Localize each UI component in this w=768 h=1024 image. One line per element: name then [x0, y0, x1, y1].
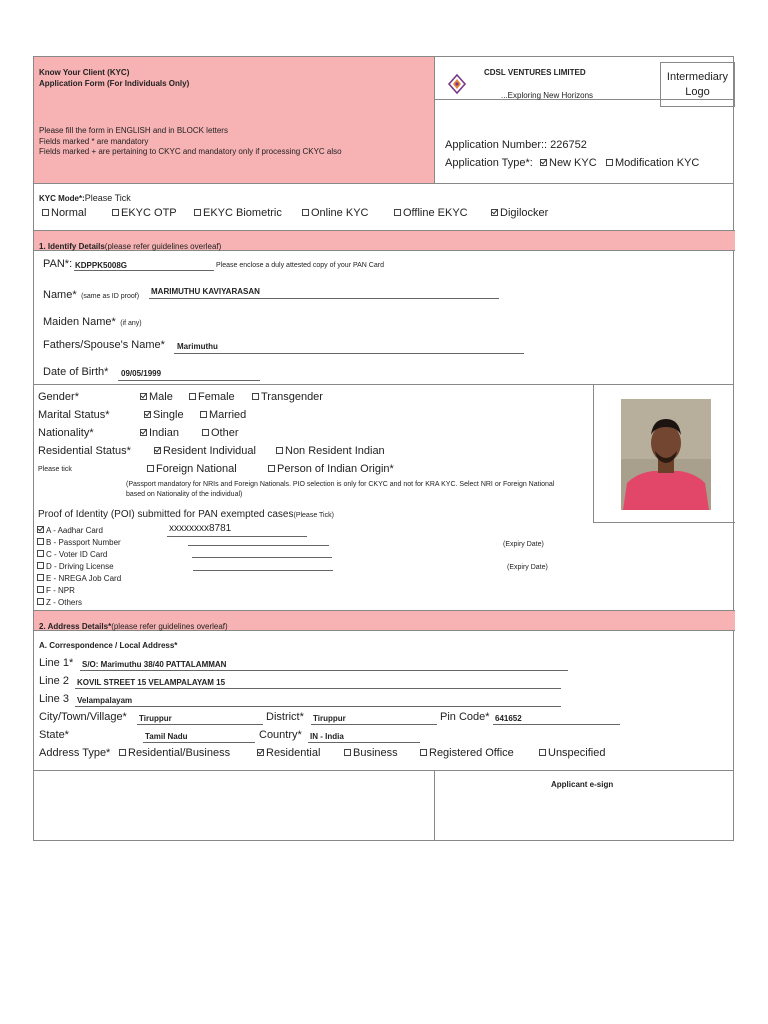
kyc-mode-normal[interactable]: Normal [42, 207, 86, 219]
dob-value[interactable]: 09/05/1999 [121, 369, 162, 378]
marital-status-label: Marital Status* [38, 409, 110, 421]
pan-underline [74, 270, 214, 271]
state-label: State* [39, 729, 69, 741]
address-type-registered-office[interactable]: Registered Office [420, 747, 514, 759]
district-underline [311, 724, 437, 725]
app-type-modification-kyc[interactable]: Modification KYC [606, 157, 699, 169]
checkbox-checked-icon [140, 429, 147, 436]
passport-note-2: based on Nationality of the individual) [126, 491, 243, 498]
checkbox-icon [37, 598, 44, 605]
passport-underline [188, 545, 329, 546]
address-line2-label: Line 2 [39, 675, 69, 687]
intermediary-logo-text: Intermediary Logo [666, 70, 729, 98]
residential-status-label: Residential Status* [38, 445, 131, 457]
maiden-name-label: Maiden Name* (if any) [43, 316, 142, 328]
correspondence-address-title: A. Correspondence / Local Address* [39, 641, 178, 650]
please-tick-label: Please tick [38, 466, 72, 473]
checkbox-icon [37, 562, 44, 569]
checkbox-checked-icon [540, 159, 547, 166]
intermediary-logo-box [660, 62, 735, 107]
checkbox-icon [194, 209, 201, 216]
aadhar-underline [167, 536, 307, 537]
pan-value[interactable]: KDPPK5008G [75, 261, 128, 270]
nationality-indian[interactable]: Indian [140, 427, 179, 439]
poi-others[interactable]: Z - Others [37, 598, 82, 607]
driving-license-underline [193, 570, 333, 571]
checkbox-icon [344, 749, 351, 756]
checkbox-icon [37, 538, 44, 545]
checkbox-icon [394, 209, 401, 216]
nationality-other[interactable]: Other [202, 427, 239, 439]
application-number-value: 226752 [550, 139, 587, 151]
name-value[interactable]: MARIMUTHU KAVIYARASAN [151, 287, 260, 296]
father-name-label: Fathers/Spouse's Name* [43, 339, 165, 351]
pin-code-value[interactable]: 641652 [495, 714, 522, 723]
gender-label: Gender* [38, 391, 79, 403]
kyc-mode-offline-ekyc[interactable]: Offline EKYC [394, 207, 468, 219]
company-name: CDSL VENTURES LIMITED [484, 68, 586, 77]
name-underline [149, 298, 499, 299]
checkbox-icon [539, 749, 546, 756]
checkbox-icon [202, 429, 209, 436]
address-line3-label: Line 3 [39, 693, 69, 705]
checkbox-icon [37, 550, 44, 557]
residential-pio[interactable]: Person of Indian Origin* [268, 463, 394, 475]
esign-area[interactable] [435, 795, 734, 840]
passport-expiry-label: (Expiry Date) [503, 541, 544, 548]
kyc-mode-hint: Please Tick [84, 193, 131, 203]
pan-label: PAN*: [43, 258, 73, 270]
residential-non-resident-indian[interactable]: Non Resident Indian [276, 445, 385, 457]
cdsl-logo-icon [446, 73, 468, 95]
instruction-1: Please fill the form in ENGLISH and in BLOCK letters [39, 126, 228, 135]
checkbox-icon [606, 159, 613, 166]
address-line3-value[interactable]: Velampalayam [77, 696, 133, 705]
dob-label: Date of Birth* [43, 366, 109, 378]
city-underline [137, 724, 263, 725]
aadhar-value[interactable]: xxxxxxxx8781 [169, 523, 232, 534]
address-line1-value[interactable]: S/O: Marimuthu 38/40 PATTALAMMAN [82, 660, 227, 669]
checkbox-icon [42, 209, 49, 216]
poi-passport[interactable]: B - Passport Number [37, 538, 121, 547]
kyc-form [33, 56, 734, 841]
kyc-mode-digilocker[interactable]: Digilocker [491, 207, 548, 219]
application-number: Application Number:: 226752 [445, 139, 587, 151]
poi-driving-license[interactable]: D - Driving License [37, 562, 114, 571]
country-value[interactable]: IN - India [310, 732, 344, 741]
father-name-value[interactable]: Marimuthu [177, 342, 218, 351]
section2-title: 2. Address Details*(please refer guidelines overleaf) [39, 622, 228, 631]
kyc-title: Know Your Client (KYC) [39, 68, 130, 77]
pin-code-label: Pin Code* [440, 711, 490, 723]
instruction-2: Fields marked * are mandatory [39, 137, 149, 146]
marital-married[interactable]: Married [200, 409, 246, 421]
poi-label: Proof of Identity (POI) submitted for PAN exempted cases(Please Tick) [38, 509, 334, 520]
country-underline [308, 742, 420, 743]
checkbox-checked-icon [37, 526, 44, 533]
passport-note-1: (Passport mandatory for NRIs and Foreign Nationals. PIO selection is only for CKYC and not for KRA KYC. Select NRI or Foreign National [126, 481, 555, 488]
residential-foreign-national[interactable]: Foreign National [147, 463, 237, 475]
checkbox-icon [420, 749, 427, 756]
poi-npr[interactable]: F - NPR [37, 586, 75, 595]
kyc-mode-ekyc-otp[interactable]: EKYC OTP [112, 207, 177, 219]
address-type-residential[interactable]: Residential [257, 747, 320, 759]
address-type-label: Address Type* [39, 747, 111, 759]
checkbox-icon [37, 574, 44, 581]
checkbox-checked-icon [140, 393, 147, 400]
checkbox-icon [200, 411, 207, 418]
kyc-mode-label: KYC Mode*:Please Tick [39, 193, 131, 203]
poi-nrega[interactable]: E - NREGA Job Card [37, 574, 121, 583]
father-underline [174, 353, 524, 354]
city-value[interactable]: Tiruppur [139, 714, 172, 723]
checkbox-icon [147, 465, 154, 472]
kyc-mode-online-kyc[interactable]: Online KYC [302, 207, 368, 219]
checkbox-checked-icon [257, 749, 264, 756]
state-underline [143, 742, 255, 743]
checkbox-icon [268, 465, 275, 472]
address-type-residential-business[interactable]: Residential/Business [119, 747, 230, 759]
address-type-business[interactable]: Business [344, 747, 398, 759]
checkbox-icon [302, 209, 309, 216]
checkbox-checked-icon [154, 447, 161, 454]
poi-voter-id[interactable]: C - Voter ID Card [37, 550, 107, 559]
line2-underline [75, 688, 561, 689]
license-expiry-label: (Expiry Date) [507, 564, 548, 571]
nationality-label: Nationality* [38, 427, 94, 439]
state-value[interactable]: Tamil Nadu [145, 732, 188, 741]
instruction-3: Fields marked + are pertaining to CKYC and mandatory only if processing CKYC also [39, 147, 342, 156]
city-label: City/Town/Village* [39, 711, 127, 723]
pin-underline [493, 724, 620, 725]
district-value[interactable]: Tiruppur [313, 714, 346, 723]
voter-id-underline [192, 557, 332, 558]
gender-transgender[interactable]: Transgender [252, 391, 323, 403]
app-type-new-kyc[interactable]: New KYC [540, 157, 597, 169]
application-type: Application Type*: [445, 157, 533, 169]
district-label: District* [266, 711, 304, 723]
checkbox-icon [119, 749, 126, 756]
checkbox-icon [252, 393, 259, 400]
line1-underline [80, 670, 568, 671]
residential-resident-individual[interactable]: Resident Individual [154, 445, 256, 457]
applicant-esign-label: Applicant e-sign [551, 780, 614, 789]
gender-female[interactable]: Female [189, 391, 235, 403]
gender-male[interactable]: Male [140, 391, 173, 403]
pan-note: Please enclose a duly attested copy of your PAN Card [216, 262, 384, 269]
kyc-subtitle: Application Form (For Individuals Only) [39, 79, 190, 88]
header-title-block [34, 57, 434, 99]
address-line2-value[interactable]: KOVIL STREET 15 VELAMPALAYAM 15 [77, 678, 226, 687]
applicant-photo [621, 399, 711, 510]
checkbox-checked-icon [491, 209, 498, 216]
name-label: Name* (same as ID proof) [43, 289, 140, 301]
company-tagline: ...Exploring New Horizons [501, 91, 594, 100]
address-line1-label: Line 1* [39, 657, 74, 669]
checkbox-icon [37, 586, 44, 593]
checkbox-checked-icon [144, 411, 151, 418]
line3-underline [75, 706, 561, 707]
poi-aadhar[interactable]: A - Aadhar Card [37, 526, 103, 535]
marital-single[interactable]: Single [144, 409, 184, 421]
checkbox-icon [276, 447, 283, 454]
kyc-mode-ekyc-biometric[interactable]: EKYC Biometric [194, 207, 282, 219]
checkbox-icon [189, 393, 196, 400]
dob-underline [118, 380, 260, 381]
checkbox-icon [112, 209, 119, 216]
address-type-unspecified[interactable]: Unspecified [539, 747, 605, 759]
country-label: Country* [259, 729, 302, 741]
section1-title: 1. Identify Details(please refer guidelines overleaf) [39, 242, 222, 251]
